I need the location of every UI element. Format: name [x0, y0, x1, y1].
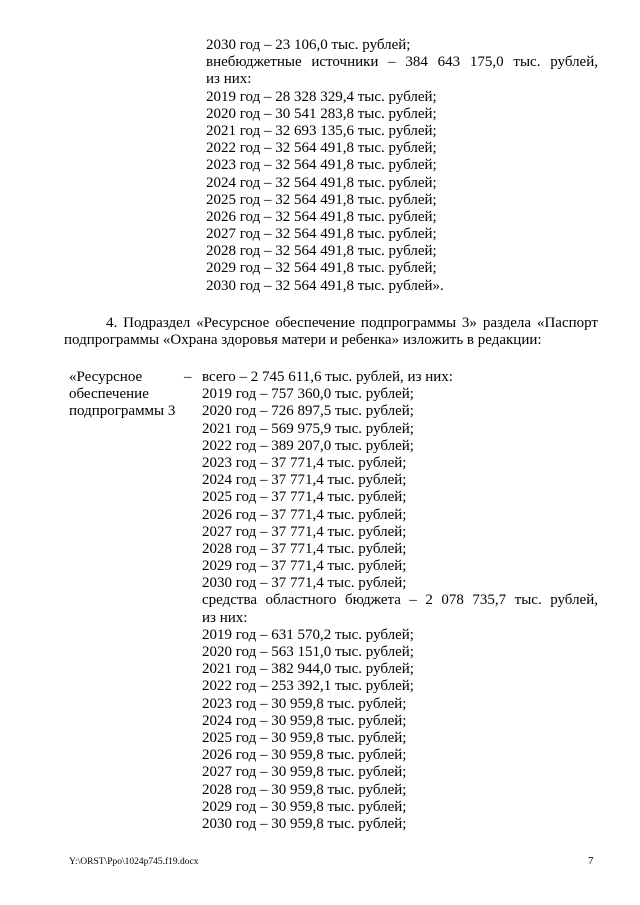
- resource-label: [69, 369, 179, 421]
- regional-year-line: 2029 год – 30 959,8 тыс. рублей;: [202, 798, 407, 815]
- of-which-line: из них:: [202, 609, 248, 626]
- resource-label-line: подпрограммы 3: [69, 403, 176, 420]
- total-year-line: 2021 год – 569 975,9 тыс. рублей;: [202, 420, 414, 437]
- resource-values: [202, 369, 598, 833]
- resource-label-line: «Ресурсное: [69, 369, 143, 385]
- dash-glyph: –: [184, 369, 192, 385]
- regional-year-line: 2024 год – 30 959,8 тыс. рублей;: [202, 712, 407, 729]
- offbudget-year-line: 2030 год – 32 564 491,8 тыс. рублей».: [206, 277, 444, 294]
- regional-year-line: 2025 год – 30 959,8 тыс. рублей;: [202, 729, 407, 746]
- paragraph-4: [64, 315, 598, 349]
- offbudget-year-line: 2026 год – 32 564 491,8 тыс. рублей;: [206, 208, 437, 225]
- total-year-line: 2028 год – 37 771,4 тыс. рублей;: [202, 540, 407, 557]
- total-line: всего – 2 745 611,6 тыс. рублей, из них:: [202, 369, 453, 385]
- regional-year-line: 2021 год – 382 944,0 тыс. рублей;: [202, 661, 414, 678]
- total-year-line: 2024 год – 37 771,4 тыс. рублей;: [202, 472, 407, 489]
- offbudget-year-line: 2025 год – 32 564 491,8 тыс. рублей;: [206, 191, 437, 208]
- paragraph-4-line-1: 4. Подраздел «Ресурсное обеспечение подпрограммы 3» раздела «Паспорт: [106, 315, 598, 331]
- funding-2030-line: 2030 год – 23 106,0 тыс. рублей;: [206, 37, 411, 53]
- total-year-line: 2029 год – 37 771,4 тыс. рублей;: [202, 558, 407, 575]
- regional-year-line: 2020 год – 563 151,0 тыс. рублей;: [202, 644, 414, 660]
- offbudget-year-line: 2020 год – 30 541 283,8 тыс. рублей;: [206, 105, 437, 122]
- total-year-line: 2023 год – 37 771,4 тыс. рублей;: [202, 454, 407, 471]
- regional-budget-line: средства областного бюджета – 2 078 735,7 тыс. рублей,: [202, 592, 598, 609]
- regional-year-line: 2027 год – 30 959,8 тыс. рублей;: [202, 764, 407, 781]
- paragraph-4-line-2: подпрограммы «Охрана здоровья матери и ребенка» изложить в редакции:: [64, 332, 542, 349]
- total-year-line: 2020 год – 726 897,5 тыс. рублей;: [202, 403, 414, 420]
- total-year-line: 2025 год – 37 771,4 тыс. рублей;: [202, 489, 407, 506]
- offbudget-year-line: 2027 год – 32 564 491,8 тыс. рублей;: [206, 226, 437, 243]
- resource-label-line: обеспечение: [69, 386, 149, 403]
- offbudget-year-line: 2021 год – 32 693 135,6 тыс. рублей;: [206, 122, 437, 139]
- offbudget-year-line: 2024 год – 32 564 491,8 тыс. рублей;: [206, 174, 437, 191]
- regional-year-line: 2030 год – 30 959,8 тыс. рублей;: [202, 815, 407, 832]
- total-year-line: 2019 год – 757 360,0 тыс. рублей;: [202, 386, 414, 403]
- offbudget-year-line: 2023 год – 32 564 491,8 тыс. рублей;: [206, 157, 437, 174]
- label-dash: [184, 369, 198, 386]
- regional-year-line: 2019 год – 631 570,2 тыс. рублей;: [202, 626, 414, 643]
- regional-year-line: 2028 год – 30 959,8 тыс. рублей;: [202, 781, 407, 798]
- total-year-line: 2022 год – 389 207,0 тыс. рублей;: [202, 437, 414, 454]
- regional-year-line: 2022 год – 253 392,1 тыс. рублей;: [202, 678, 414, 695]
- total-year-line: 2026 год – 37 771,4 тыс. рублей;: [202, 506, 407, 523]
- total-year-line: 2027 год – 37 771,4 тыс. рублей;: [202, 523, 407, 540]
- regional-year-line: 2023 год – 30 959,8 тыс. рублей;: [202, 695, 407, 712]
- offbudget-year-line: 2019 год – 28 328 329,4 тыс. рублей;: [206, 88, 437, 105]
- footer-page-number: 7: [588, 855, 594, 867]
- funding-continuation-block: [206, 37, 598, 295]
- total-year-line: 2030 год – 37 771,4 тыс. рублей;: [202, 575, 407, 592]
- offbudget-year-line: 2022 год – 32 564 491,8 тыс. рублей;: [206, 140, 437, 157]
- regional-year-line: 2026 год – 30 959,8 тыс. рублей;: [202, 747, 407, 764]
- footer-file-path: Y:\ORST\Ppo\1024p745.f19.docx: [69, 857, 199, 867]
- offbudget-total-line: внебюджетные источники – 384 643 175,0 тыс. рублей,: [206, 54, 598, 71]
- offbudget-year-line: 2029 год – 32 564 491,8 тыс. рублей;: [206, 260, 437, 277]
- offbudget-year-line: 2028 год – 32 564 491,8 тыс. рублей;: [206, 243, 437, 260]
- of-which-line: из них:: [206, 71, 252, 88]
